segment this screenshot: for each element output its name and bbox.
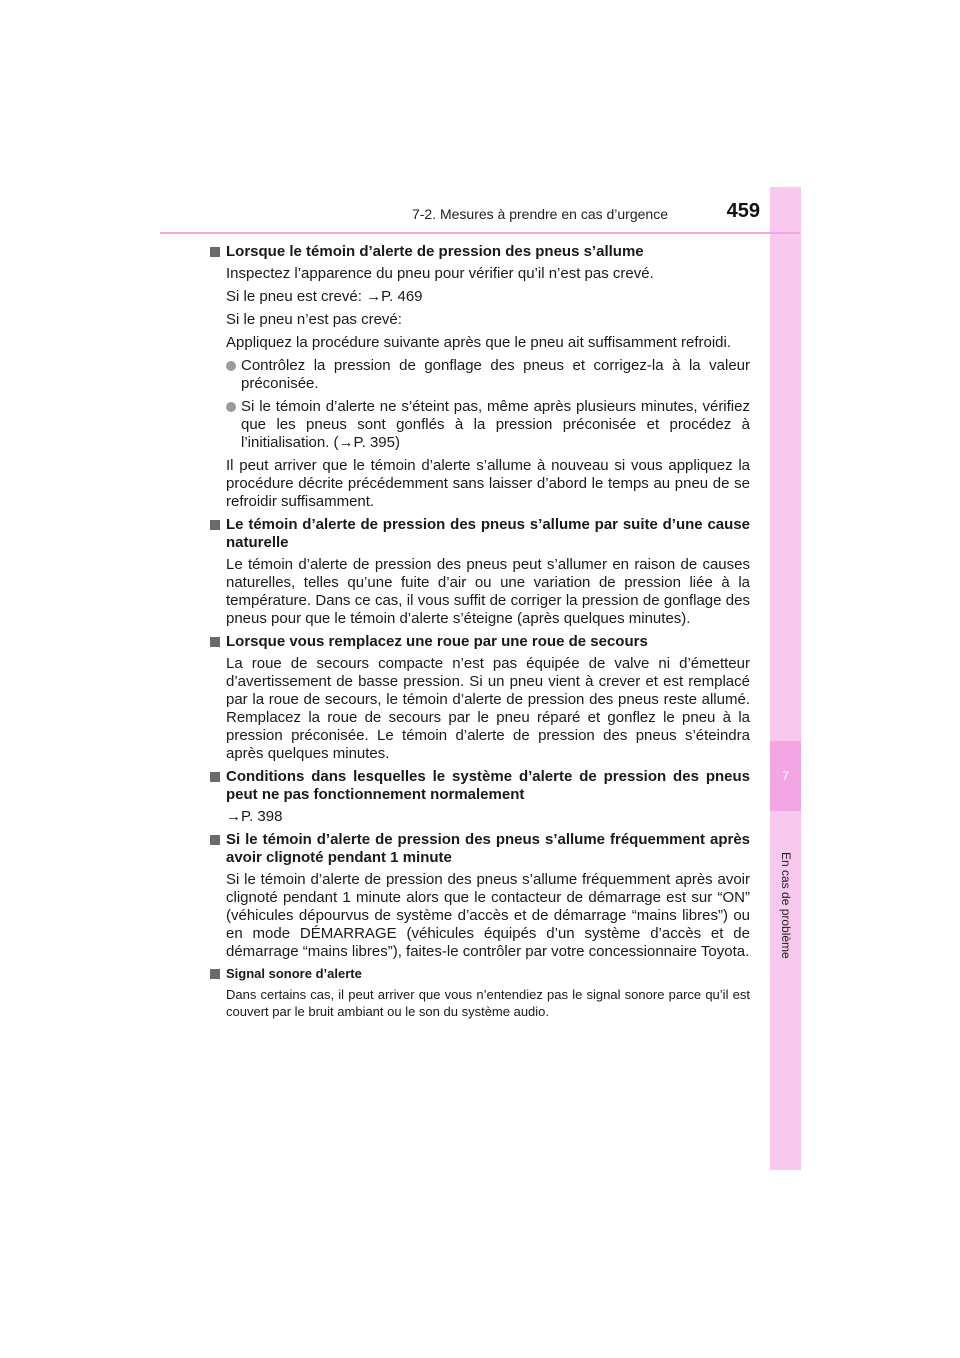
- section-natural-cause: [210, 516, 750, 628]
- section-heading: [210, 516, 750, 552]
- section-heading-text: Lorsque le témoin d’alerte de pression des pneus s’allume: [226, 243, 644, 260]
- section-heading: [210, 831, 750, 867]
- square-bullet-icon: [210, 520, 220, 530]
- section-warning-buzzer: [210, 966, 750, 1020]
- paragraph: Si le pneu n’est pas crevé:: [226, 311, 402, 328]
- section-heading: [210, 633, 750, 651]
- section-heading: [210, 243, 750, 261]
- chapter-number-badge: [770, 741, 801, 811]
- square-bullet-icon: [210, 772, 220, 782]
- square-bullet-icon: [210, 247, 220, 257]
- chapter-side-tab: [770, 187, 801, 1170]
- square-bullet-icon: [210, 835, 220, 845]
- section-heading-text: Si le témoin d’alerte de pression des pneus s’allume fréquemment après avoir clignoté pendant 1 minute: [226, 831, 750, 866]
- section-heading-text: Le témoin d’alerte de pression des pneus s’allume par suite d’une cause naturelle: [226, 516, 750, 551]
- chapter-number: 7: [782, 769, 789, 783]
- header-divider: [160, 232, 800, 234]
- list-item-text: Contrôlez la pression de gonflage des pneus et corrigez-la à la valeur préconisée.: [241, 357, 750, 392]
- paragraph: La roue de secours compacte n’est pas équipée de valve ni d’émetteur d’avertissement de basse pression. Si un pneu vient à crever et est remplacé par la roue de secours, le témoin d’alerte de pression des pneus reste allumé. Remplacez la roue de secours par le pneu réparé et gonflez le pneu à la pression préconisée. Le témoin d’alerte de pression des pneus s’éteindra après quelques minutes.: [226, 655, 750, 762]
- paragraph: Il peut arriver que le témoin d’alerte s’allume à nouveau si vous appliquez la procédure décrite précédemment sans laisser d’abord le temps au pneu de se refroidir suffisamment.: [226, 457, 750, 510]
- page-content: [210, 243, 750, 1025]
- list-item-text: Si le témoin d’alerte ne s’éteint pas, même après plusieurs minutes, vérifiez que les pneus sont gonflés à la pression préconisée et procédez à l’initialisation. (→P. 395): [241, 398, 750, 451]
- square-bullet-icon: [210, 637, 220, 647]
- paragraph: Inspectez l’apparence du pneu pour vérifier qu’il n’est pas crevé.: [226, 265, 654, 282]
- section-heading-text: Conditions dans lesquelles le système d’alerte de pression des pneus peut ne pas fonctionnement normalement: [226, 768, 750, 803]
- round-bullet-icon: [226, 402, 236, 412]
- paragraph: Si le témoin d’alerte de pression des pneus s’allume fréquemment après avoir clignoté pendant 1 minute alors que le contacteur de démarrage est sur “ON” (véhicules dépourvus de système d’accès et de démarrage “mains libres”) ou en mode DÉMARRAGE (véhicules équipés d’un système d’accès et de démarrage “mains libres”), faites-le contrôler par votre concessionnaire Toyota.: [226, 871, 750, 960]
- paragraph: Appliquez la procédure suivante après que le pneu ait suffisamment refroidi.: [226, 334, 732, 351]
- paragraph: Le témoin d’alerte de pression des pneus peut s’allumer en raison de causes naturelles, telles qu’une fuite d’air ou une variation de pression liée à la température. Dans ce cas, il vous suffit de corriger la pression de gonflage des pneus pour que le témoin d’alerte s’éteigne (après quelques minutes).: [226, 556, 750, 627]
- section-frequent-warning: [210, 831, 750, 961]
- round-bullet-icon: [226, 361, 236, 371]
- paragraph: Dans certains cas, il peut arriver que vous n’entendiez pas le signal sonore parce qu’il est couvert par le bruit ambiant ou le son du système audio.: [226, 987, 750, 1019]
- square-bullet-icon: [210, 969, 220, 979]
- section-heading-text: Signal sonore d’alerte: [226, 966, 362, 981]
- list-item: [210, 398, 750, 452]
- list-item: [210, 357, 750, 393]
- running-header-section: 7-2. Mesures à prendre en cas d’urgence: [411, 206, 668, 222]
- section-malfunction-conditions: [210, 768, 750, 826]
- page-reference: →P. 398: [226, 808, 283, 825]
- section-warning-light-on: [210, 243, 750, 511]
- paragraph: Si le pneu est crevé: →P. 469: [226, 288, 423, 305]
- page-number: 459: [726, 200, 760, 222]
- section-heading: [210, 768, 750, 804]
- section-heading: [210, 966, 750, 982]
- section-heading-text: Lorsque vous remplacez une roue par une roue de secours: [226, 633, 648, 650]
- chapter-title-tab: [771, 830, 801, 980]
- chapter-title: En cas de problème: [779, 851, 793, 959]
- section-spare-wheel: [210, 633, 750, 763]
